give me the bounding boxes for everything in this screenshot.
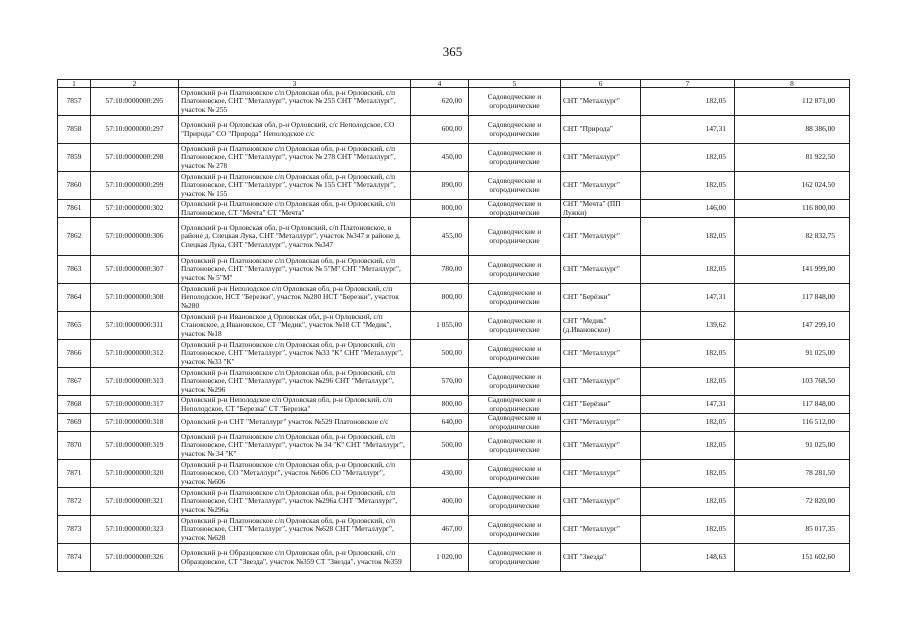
area-cell: 500,00	[411, 340, 469, 368]
cadastral-number-cell: 57:10:0000000:318	[91, 414, 179, 432]
land-use-cell: Садоводческие и огороднические	[469, 218, 561, 256]
area-cell: 640,00	[411, 414, 469, 432]
address-cell: Орловский р-н Платоновское с/п Орловская обл, р-н Орловский, с/п Платоновское, СО "Металлург", участок №606 СО "Металлург", участок №606	[179, 460, 411, 488]
rate-cell: 182,05	[641, 488, 735, 516]
cadastral-value-cell: 91 025,00	[735, 432, 850, 460]
owner-cell: СНТ "Металлург"	[561, 340, 641, 368]
table-row	[58, 218, 850, 256]
area-cell: 450,00	[411, 144, 469, 172]
row-number-cell: 7865	[58, 312, 91, 340]
rate-cell: 182,05	[641, 340, 735, 368]
row-number-cell: 7866	[58, 340, 91, 368]
column-number-row	[58, 80, 850, 88]
area-cell: 780,00	[411, 256, 469, 284]
cadastral-number-cell: 57:10:0000000:321	[91, 488, 179, 516]
row-number-cell: 7859	[58, 144, 91, 172]
cadastral-value-cell: 117 848,00	[735, 396, 850, 414]
address-cell: Орловский р-н Платоновское с/п Орловская обл, р-н Орловский, с/п Платоновское, СНТ "Металлург", участок №33 "К" СНТ "Металлург", участок №33 "К"	[179, 340, 411, 368]
cadastral-number-cell: 57:10:0000000:319	[91, 432, 179, 460]
rate-cell: 147,31	[641, 396, 735, 414]
row-number-cell: 7863	[58, 256, 91, 284]
row-number-cell: 7874	[58, 544, 91, 572]
area-cell: 467,00	[411, 516, 469, 544]
rate-cell: 147,31	[641, 116, 735, 144]
cadastral-number-cell: 57:10:0000000:311	[91, 312, 179, 340]
land-use-cell: Садоводческие и огороднические	[469, 116, 561, 144]
land-use-cell: Садоводческие и огороднические	[469, 396, 561, 414]
rate-cell: 182,05	[641, 368, 735, 396]
cadastral-value-cell: 82 832,75	[735, 218, 850, 256]
area-cell: 570,00	[411, 368, 469, 396]
address-cell: Орловский р-н Платоновское с/п Орловская обл, р-н Орловский, с/п Платоновское, СНТ "Металлург", участок № 278 СНТ "Металлург", участок № 278	[179, 144, 411, 172]
land-use-cell: Садоводческие и огороднические	[469, 340, 561, 368]
row-number-cell: 7860	[58, 172, 91, 200]
area-cell: 500,00	[411, 432, 469, 460]
cadastral-value-cell: 103 768,50	[735, 368, 850, 396]
area-cell: 800,00	[411, 284, 469, 312]
address-cell: Орловский р-н Платоновское с/п Орловская обл, р-н Орловский, с/п Платоновское, СНТ "Металлург", участок № 155 СНТ "Металлург", участок № 155	[179, 172, 411, 200]
cadastral-value-cell: 147 299,10	[735, 312, 850, 340]
address-cell: Орловский р-н Платоновское с/п Орловская обл, р-н Орловский, с/п Платоновское, СТ "Мечта" СТ "Мечта"	[179, 200, 411, 218]
rate-cell: 182,05	[641, 88, 735, 116]
table-row	[58, 256, 850, 284]
owner-cell: СНТ "Металлург"	[561, 218, 641, 256]
land-use-cell: Садоводческие и огороднические	[469, 256, 561, 284]
land-use-cell: Садоводческие и огороднические	[469, 368, 561, 396]
cadastral-value-cell: 112 871,00	[735, 88, 850, 116]
row-number-cell: 7871	[58, 460, 91, 488]
owner-cell: СНТ "Медик" (д.Ивановское)	[561, 312, 641, 340]
address-cell: Орловский р-н Платоновское с/п Орловская обл, р-н Орловский, с/п Платоновское, СНТ "Металлург", участок №628 СНТ "Металлург", участок №628	[179, 516, 411, 544]
rate-cell: 182,05	[641, 516, 735, 544]
land-use-cell: Садоводческие и огороднические	[469, 200, 561, 218]
rate-cell: 182,05	[641, 460, 735, 488]
cadastral-number-cell: 57:10:0000000:302	[91, 200, 179, 218]
table-row	[58, 200, 850, 218]
column-header: 2	[91, 80, 179, 88]
column-header: 8	[735, 80, 850, 88]
address-cell: Орловский р-н Неполодское с/п Орловская обл, р-н Орловский, с/п Неполодское, СТ "Березка" СТ "Березка"	[179, 396, 411, 414]
area-cell: 430,00	[411, 460, 469, 488]
row-number-cell: 7872	[58, 488, 91, 516]
owner-cell: СНТ "Звезда"	[561, 544, 641, 572]
rate-cell: 182,05	[641, 414, 735, 432]
row-number-cell: 7873	[58, 516, 91, 544]
address-cell: Орловский р-н Образцовское с/п Орловская обл, р-н Орловский, с/п Образцовское, СТ "Звезда", участок №359 СТ "Звезда", участок №359	[179, 544, 411, 572]
column-header: 3	[179, 80, 411, 88]
land-use-cell: Садоводческие и огороднические	[469, 544, 561, 572]
table-row	[58, 284, 850, 312]
cadastral-value-cell: 91 025,00	[735, 340, 850, 368]
cadastral-value-cell: 88 386,00	[735, 116, 850, 144]
area-cell: 800,00	[411, 396, 469, 414]
cadastral-value-cell: 81 922,50	[735, 144, 850, 172]
rate-cell: 182,05	[641, 432, 735, 460]
row-number-cell: 7862	[58, 218, 91, 256]
address-cell: Орловский р-н СНТ "Металлург" участок №529 Платоновское с/с	[179, 414, 411, 432]
cadastral-value-cell: 85 017,35	[735, 516, 850, 544]
owner-cell: СНТ "Металлург"	[561, 414, 641, 432]
area-cell: 620,00	[411, 88, 469, 116]
cadastral-number-cell: 57:10:0000000:317	[91, 396, 179, 414]
column-header: 6	[561, 80, 641, 88]
area-cell: 890,00	[411, 172, 469, 200]
cadastral-number-cell: 57:10:0000000:298	[91, 144, 179, 172]
land-registry-table	[57, 79, 850, 572]
owner-cell: СНТ "Металлург"	[561, 256, 641, 284]
cadastral-value-cell: 162 024,50	[735, 172, 850, 200]
land-use-cell: Садоводческие и огороднические	[469, 432, 561, 460]
row-number-cell: 7864	[58, 284, 91, 312]
table-row	[58, 172, 850, 200]
cadastral-value-cell: 116 512,00	[735, 414, 850, 432]
cadastral-number-cell: 57:10:0000000:326	[91, 544, 179, 572]
address-cell: Орловский р-н Платоновское с/п Орловская обл, р-н Орловский, с/п Платоновское, СНТ "Металлург", участок № 34 "К" СНТ "Металлург", участок № 34 "К"	[179, 432, 411, 460]
column-header: 5	[469, 80, 561, 88]
cadastral-number-cell: 57:10:0000000:308	[91, 284, 179, 312]
cadastral-number-cell: 57:10:0000000:307	[91, 256, 179, 284]
owner-cell: СНТ "Мечта" (ПП Лужки)	[561, 200, 641, 218]
area-cell: 1 055,00	[411, 312, 469, 340]
table-row	[58, 544, 850, 572]
address-cell: Орловский р-н Платоновское с/п Орловская обл, р-н Орловский, с/п Платоновское, СНТ "Металлург", участок № 255 СНТ "Металлург", участок № 255	[179, 88, 411, 116]
cadastral-number-cell: 57:10:0000000:323	[91, 516, 179, 544]
table-row	[58, 516, 850, 544]
address-cell: Орловский р-н Платоновское с/п Орловская обл, р-н Орловский, с/п Платоновское, СНТ "Металлург", участок №296а СНТ "Металлург", участок №296а	[179, 488, 411, 516]
table-row	[58, 144, 850, 172]
row-number-cell: 7869	[58, 414, 91, 432]
cadastral-number-cell: 57:10:0000000:312	[91, 340, 179, 368]
table-row	[58, 312, 850, 340]
area-cell: 400,00	[411, 488, 469, 516]
land-use-cell: Садоводческие и огороднические	[469, 144, 561, 172]
owner-cell: СНТ "Природа"	[561, 116, 641, 144]
row-number-cell: 7857	[58, 88, 91, 116]
land-use-cell: Садоводческие и огороднические	[469, 516, 561, 544]
cadastral-value-cell: 141 999,00	[735, 256, 850, 284]
land-use-cell: Садоводческие и огороднические	[469, 488, 561, 516]
address-cell: Орловский р-н Орловская обл, р-н Орловский, с/с Неполодское, СО "Природа" СО "Природа" Неполодское с/с	[179, 116, 411, 144]
cadastral-value-cell: 116 800,00	[735, 200, 850, 218]
cadastral-number-cell: 57:10:0000000:295	[91, 88, 179, 116]
rate-cell: 182,05	[641, 256, 735, 284]
cadastral-number-cell: 57:10:0000000:313	[91, 368, 179, 396]
cadastral-value-cell: 151 602,60	[735, 544, 850, 572]
cadastral-number-cell: 57:10:0000000:297	[91, 116, 179, 144]
row-number-cell: 7870	[58, 432, 91, 460]
table-row	[58, 414, 850, 432]
table-row	[58, 116, 850, 144]
table-row	[58, 88, 850, 116]
land-use-cell: Садоводческие и огороднические	[469, 88, 561, 116]
address-cell: Орловский р-н Платоновское с/п Орловская обл, р-н Орловский, с/п Платоновское, СНТ "Металлург", участок № 5"М" СНТ "Металлург", участок № 5"М"	[179, 256, 411, 284]
row-number-cell: 7868	[58, 396, 91, 414]
owner-cell: СНТ "Металлург"	[561, 172, 641, 200]
table-row	[58, 460, 850, 488]
area-cell: 800,00	[411, 200, 469, 218]
page-number: 365	[442, 44, 463, 59]
column-header: 4	[411, 80, 469, 88]
table-row	[58, 340, 850, 368]
land-use-cell: Садоводческие и огороднические	[469, 414, 561, 432]
row-number-cell: 7861	[58, 200, 91, 218]
table-row	[58, 396, 850, 414]
owner-cell: СНТ "Металлург"	[561, 488, 641, 516]
address-cell: Орловский р-н Ивановское д Орловская обл, р-н Орловский, с/п Становское, д Ивановское, СТ "Медик", участок №18 СТ "Медик", участок №18	[179, 312, 411, 340]
cadastral-number-cell: 57:10:0000000:306	[91, 218, 179, 256]
row-number-cell: 7867	[58, 368, 91, 396]
owner-cell: СНТ "Металлург"	[561, 144, 641, 172]
owner-cell: СНТ "Металлург"	[561, 88, 641, 116]
column-header: 7	[641, 80, 735, 88]
row-number-cell: 7858	[58, 116, 91, 144]
cadastral-number-cell: 57:10:0000000:320	[91, 460, 179, 488]
rate-cell: 146,00	[641, 200, 735, 218]
land-use-cell: Садоводческие и огороднические	[469, 172, 561, 200]
rate-cell: 182,05	[641, 172, 735, 200]
rate-cell: 148,63	[641, 544, 735, 572]
rate-cell: 147,31	[641, 284, 735, 312]
column-header: 1	[58, 80, 91, 88]
address-cell: Орловский р-н Платоновское с/п Орловская обл, р-н Орловский, с/п Платоновское, СНТ "Металлург", участок №296 СНТ "Металлург", участок №296	[179, 368, 411, 396]
rate-cell: 139,62	[641, 312, 735, 340]
owner-cell: СНТ "Металлург"	[561, 516, 641, 544]
cadastral-value-cell: 72 820,00	[735, 488, 850, 516]
address-cell: Орловский р-н Орловская обл, р-н Орловский, с/п Платоновское, в районе д. Спецкая Лука, СНТ "Металлург", участок №347 в районе д. Спецкая Лука, СНТ "Металлург", участок №347	[179, 218, 411, 256]
cadastral-value-cell: 117 848,00	[735, 284, 850, 312]
owner-cell: СНТ "Металлург"	[561, 432, 641, 460]
area-cell: 1 020,00	[411, 544, 469, 572]
land-use-cell: Садоводческие и огороднические	[469, 312, 561, 340]
rate-cell: 182,05	[641, 218, 735, 256]
table-row	[58, 432, 850, 460]
area-cell: 455,00	[411, 218, 469, 256]
rate-cell: 182,05	[641, 144, 735, 172]
address-cell: Орловский р-н Неполодское с/п Орловская обл, р-н Орловский, с/п Неполодское, НСТ "Березки", участок №280 НСТ "Березки", участок №280	[179, 284, 411, 312]
owner-cell: СНТ "Берёзки"	[561, 396, 641, 414]
owner-cell: СНТ "Металлург"	[561, 368, 641, 396]
table-row	[58, 368, 850, 396]
owner-cell: СНТ "Металлург"	[561, 460, 641, 488]
land-use-cell: Садоводческие и огороднические	[469, 284, 561, 312]
cadastral-number-cell: 57:10:0000000:299	[91, 172, 179, 200]
table-row	[58, 488, 850, 516]
owner-cell: СНТ "Берёзки"	[561, 284, 641, 312]
area-cell: 600,00	[411, 116, 469, 144]
cadastral-value-cell: 78 281,50	[735, 460, 850, 488]
land-use-cell: Садоводческие и огороднические	[469, 460, 561, 488]
